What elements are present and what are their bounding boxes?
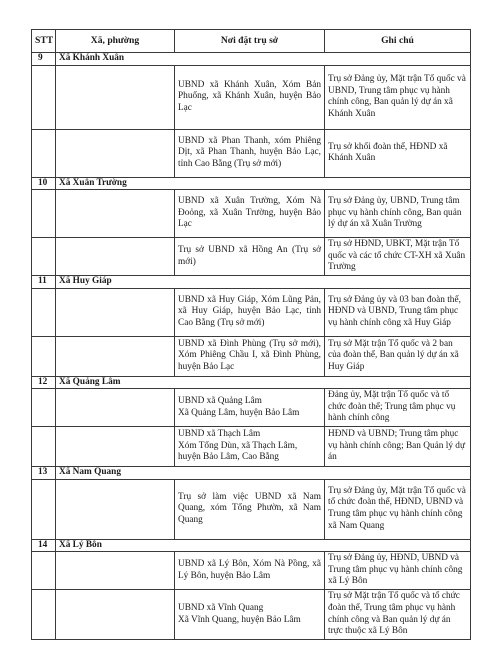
note-cell: Trụ sở HĐND, UBKT, Mặt trận Tổ quốc và các tổ chức CT-XH xã Xuân Trường bbox=[325, 238, 471, 276]
header-stt: STT bbox=[32, 30, 56, 53]
group-name: Xã Quảng Lâm bbox=[56, 376, 471, 389]
table-row bbox=[32, 426, 471, 466]
location-cell: Trụ sở UBND xã Hồng An (Trụ sở mới) bbox=[175, 238, 325, 276]
group-number: 9 bbox=[32, 53, 56, 66]
table-row bbox=[32, 238, 471, 276]
empty-stt-cell bbox=[32, 552, 56, 590]
empty-stt-cell bbox=[32, 426, 56, 466]
group-row bbox=[32, 275, 471, 288]
empty-commune-cell bbox=[56, 336, 175, 376]
empty-commune-cell bbox=[56, 190, 175, 238]
location-cell: Trụ sở làm việc UBND xã Nam Quang, xóm Tổng Phườn, xã Nam Quang bbox=[175, 479, 325, 539]
empty-stt-cell bbox=[32, 336, 56, 376]
location-cell: UBND xã Phan Thanh, xóm Phiêng Dịt, xã Phan Thanh, huyện Bảo Lạc, tỉnh Cao Bằng (Trụ sở mới) bbox=[175, 129, 325, 177]
group-row bbox=[32, 376, 471, 389]
empty-stt-cell bbox=[32, 129, 56, 177]
group-row bbox=[32, 466, 471, 479]
empty-commune-cell bbox=[56, 129, 175, 177]
note-cell: Trụ sở khối đoàn thể, HĐND xã Khánh Xuân bbox=[325, 129, 471, 177]
group-number: 13 bbox=[32, 466, 56, 479]
table-row bbox=[32, 336, 471, 376]
document-page bbox=[31, 29, 470, 640]
location-cell: UBND xã Lý Bôn, Xóm Nà Pồng, xã Lý Bôn, huyện Bảo Lâm bbox=[175, 552, 325, 590]
table-row bbox=[32, 129, 471, 177]
table-row bbox=[32, 65, 471, 129]
group-name: Xã Xuân Trường bbox=[56, 177, 471, 190]
group-number: 11 bbox=[32, 275, 56, 288]
note-cell: Trụ sở Đảng ủy, HĐND, UBND và Trung tâm phục vụ hành chính công xã Lý Bôn bbox=[325, 552, 471, 590]
header-note: Ghi chú bbox=[325, 30, 471, 53]
empty-commune-cell bbox=[56, 552, 175, 590]
empty-commune-cell bbox=[56, 426, 175, 466]
location-cell: UBND xã Khánh Xuân, Xóm Bản Phuổng, xã Khánh Xuân, huyện Bảo Lạc bbox=[175, 65, 325, 129]
office-location-table bbox=[31, 29, 471, 640]
note-cell: HĐND và UBND; Trung tâm phục vụ hành chính công; Ban Quản lý dự án bbox=[325, 426, 471, 466]
empty-commune-cell bbox=[56, 590, 175, 640]
empty-commune-cell bbox=[56, 389, 175, 427]
note-cell: Trụ sở Mặt trận Tổ quốc và 2 ban của đoàn thể, Ban quản lý dự án xã Huy Giáp bbox=[325, 336, 471, 376]
location-cell: UBND xã Huy Giáp, Xóm Lũng Pản, xã Huy Giáp, huyện Bảo Lạc, tỉnh Cao Bằng (Trụ sở mới) bbox=[175, 288, 325, 336]
table-row bbox=[32, 190, 471, 238]
empty-stt-cell bbox=[32, 479, 56, 539]
note-cell: Trụ sở Đảng ủy và 03 ban đoàn thể, HĐND và UBND, Trung tâm phục vụ hành chính công xã Huy Giáp bbox=[325, 288, 471, 336]
empty-stt-cell bbox=[32, 238, 56, 276]
group-number: 10 bbox=[32, 177, 56, 190]
group-name: Xã Lý Bôn bbox=[56, 539, 471, 552]
table-row bbox=[32, 590, 471, 640]
location-cell: UBND xã Xuân Trường, Xóm Nà Đoỏng, xã Xuân Trường, huyện Bảo Lạc bbox=[175, 190, 325, 238]
location-cell: UBND xã Đình Phùng (Trụ sở mới), Xóm Phiêng Chầu I, xã Đình Phùng, huyện Bảo Lạc bbox=[175, 336, 325, 376]
group-number: 14 bbox=[32, 539, 56, 552]
table-header-row bbox=[32, 30, 471, 53]
table-row bbox=[32, 288, 471, 336]
table-row bbox=[32, 389, 471, 427]
location-cell: UBND xã Quảng Lâm Xã Quảng Lâm, huyện Bảo Lâm bbox=[175, 389, 325, 427]
group-name: Xã Huy Giáp bbox=[56, 275, 471, 288]
empty-stt-cell bbox=[32, 288, 56, 336]
note-cell: Trụ sở Đảng ủy, Mặt trận Tổ quốc và UBND, Trung tâm phục vụ hành chính công, Ban quản lý dự án xã Khánh Xuân bbox=[325, 65, 471, 129]
group-number: 12 bbox=[32, 376, 56, 389]
empty-stt-cell bbox=[32, 590, 56, 640]
group-row bbox=[32, 53, 471, 66]
empty-commune-cell bbox=[56, 288, 175, 336]
empty-stt-cell bbox=[32, 65, 56, 129]
table-body bbox=[32, 53, 471, 640]
empty-commune-cell bbox=[56, 238, 175, 276]
group-name: Xã Khánh Xuân bbox=[56, 53, 471, 66]
group-row bbox=[32, 539, 471, 552]
table-row bbox=[32, 479, 471, 539]
group-row bbox=[32, 177, 471, 190]
header-location: Nơi đặt trụ sở bbox=[175, 30, 325, 53]
empty-stt-cell bbox=[32, 190, 56, 238]
empty-stt-cell bbox=[32, 389, 56, 427]
note-cell: Đảng ủy, Mặt trận Tổ quốc và tổ chức đoàn thể; Trung tâm phục vụ hành chính công bbox=[325, 389, 471, 427]
empty-commune-cell bbox=[56, 65, 175, 129]
group-name: Xã Nam Quang bbox=[56, 466, 471, 479]
note-cell: Trụ sở Đảng ủy, UBND, Trung tâm phục vụ hành chính công, Ban quản lý dự án xã Xuân Trường bbox=[325, 190, 471, 238]
note-cell: Trụ sở Đảng ủy, Mặt trận Tổ quốc và tổ chức đoàn thể, HĐND, UBND và Trung tâm phục vụ hành chính công xã Nam Quang bbox=[325, 479, 471, 539]
table-row bbox=[32, 552, 471, 590]
location-cell: UBND xã Thạch Lâm Xóm Tổng Dùn, xã Thạch Lâm, huyện Bảo Lâm, Cao Bằng bbox=[175, 426, 325, 466]
header-commune: Xã, phường bbox=[56, 30, 175, 53]
location-cell: UBND xã Vĩnh Quang Xã Vĩnh Quang, huyện Bảo Lâm bbox=[175, 590, 325, 640]
note-cell: Trụ sở Mặt trận Tổ quốc và tổ chức đoàn thể, Trung tâm phục vụ hành chính công và Ban quản lý dự án trực thuộc xã Lý Bôn bbox=[325, 590, 471, 640]
empty-commune-cell bbox=[56, 479, 175, 539]
